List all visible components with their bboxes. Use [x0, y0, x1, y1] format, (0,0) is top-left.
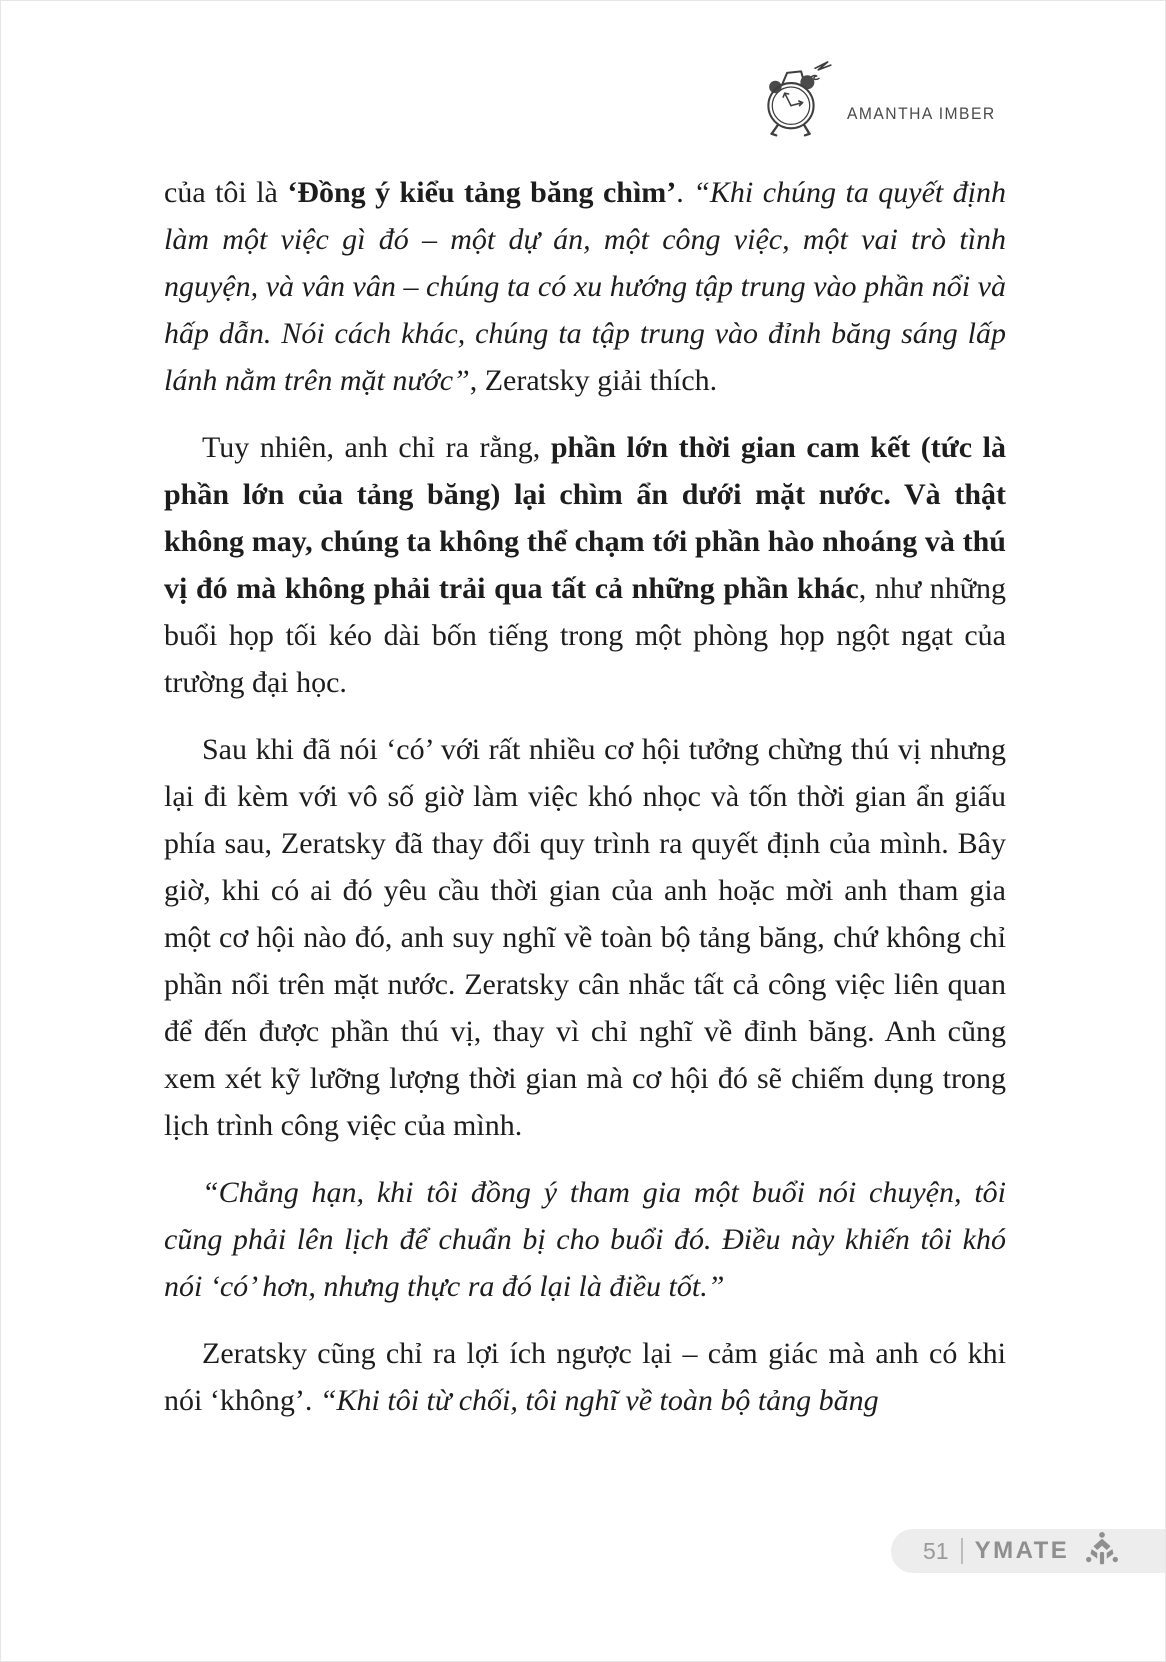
ymate-logo-icon	[1083, 1531, 1121, 1571]
paragraph-5	[164, 1330, 1006, 1424]
footer-divider	[961, 1538, 963, 1564]
text-run: Sau khi đã nói ‘có’ với rất nhiều cơ hội tưởng chừng thú vị nhưng lại đi kèm với vô số giờ làm việc khó nhọc và tốn thời gian ẩn giấu phía sau, Zeratsky đã thay đổi quy trình ra quyết định của mình. Bây giờ, khi có ai đó yêu cầu thời gian của anh hoặc mời anh tham gia một cơ hội nào đó, anh suy nghĩ về toàn bộ tảng băng, chứ không chỉ phần nổi trên mặt nước. Zeratsky cân nhắc tất cả công việc liên quan để đến được phần thú vị, thay vì chỉ nghĩ về đỉnh băng. Anh cũng xem xét kỹ lưỡng lượng thời gian mà cơ hội đó sẽ chiếm dụng trong lịch trình công việc của mình.	[164, 733, 1006, 1142]
text-run: Zeratsky cũng chỉ ra lợi ích ngược lại – cảm giác mà anh có khi nói ‘không’.	[164, 1337, 1006, 1417]
text-run: Tuy nhiên, anh chỉ ra rằng,	[202, 431, 551, 464]
paragraph-1	[164, 169, 1006, 404]
text-run: ‘Đồng ý kiểu tảng băng chìm’	[287, 176, 677, 209]
text-run: , Zeratsky giải thích.	[469, 364, 718, 397]
page-header	[759, 53, 1009, 149]
text-run: “Khi chúng ta quyết định làm một việc gì đó – một dự án, một công việc, một vai trò tình nguyện, và vân vân – chúng ta có xu hướng tập trung vào phần nổi và hấp dẫn. Nói cách khác, chúng ta tập trung vào đỉnh băng sáng lấp lánh nằm trên mặt nước”	[164, 176, 1007, 397]
author-name: AMANTHA IMBER	[847, 104, 996, 123]
text-run: , như những buổi họp tối kéo dài bốn tiếng trong một phòng họp ngột ngạt của trường đại học.	[164, 572, 1006, 699]
page-number: 51	[923, 1537, 949, 1564]
footer-page-badge	[891, 1529, 1166, 1573]
paragraph-4-quote	[164, 1169, 1006, 1310]
text-run: .	[676, 176, 694, 209]
text-run: của tôi là	[164, 176, 288, 209]
publisher-name: YMATE	[974, 1537, 1070, 1564]
paragraph-3	[164, 726, 1006, 1149]
paragraph-2	[164, 424, 1006, 706]
text-run: “Khi tôi từ chối, tôi nghĩ về toàn bộ tảng băng	[319, 1384, 879, 1417]
page-body	[164, 169, 1006, 1444]
text-run: phần lớn thời gian cam kết (tức là phần lớn của tảng băng) lại chìm ẩn dưới mặt nước. Và thật không may, chúng ta không thể chạm tới phần hào nhoáng và thú vị đó mà không phải trải qua tất cả những phần khác	[164, 431, 1006, 605]
text-run: “Chẳng hạn, khi tôi đồng ý tham gia một buổi nói chuyện, tôi cũng phải lên lịch để chuẩn bị cho buổi đó. Điều này khiến tôi khó nói ‘có’ hơn, nhưng thực ra đó lại là điều tốt.”	[164, 1176, 1006, 1303]
alarm-clock-icon	[759, 53, 837, 149]
